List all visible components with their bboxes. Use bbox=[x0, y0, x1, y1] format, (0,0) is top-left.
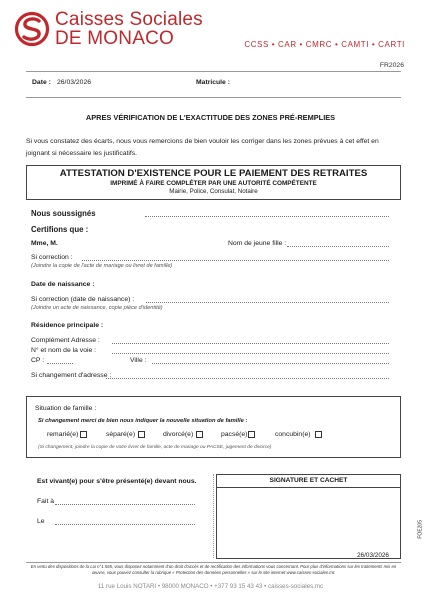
pacse-checkbox[interactable] bbox=[248, 431, 255, 438]
legal-notice: En vertu des dispositions de la Loi n°1.565, vous disposez notamment d'un droit d'accès et de rectification des informations vous concernant. Pour plus d'informations sur les traitements mis en œuvre, vous pouvez consulter la rubrique « Protection des données personnelles » sur le site internet www.caisses-sociales.mc bbox=[30, 564, 397, 575]
option-remarie-label: remarié(e) bbox=[47, 431, 79, 438]
correction-date-field[interactable] bbox=[146, 302, 389, 303]
correction-date-label: Si correction (date de naissance) : bbox=[31, 296, 135, 303]
num-voie-field[interactable] bbox=[112, 353, 389, 354]
verification-heading: APRES VÉRIFICATION DE L'EXACTITUDE DES ZONES PRÉ-REMPLIES bbox=[85, 113, 336, 122]
caisses-sociales-logo-icon bbox=[14, 11, 50, 47]
fait-a-field[interactable] bbox=[55, 504, 195, 505]
option-concubin-label: concubin(e) bbox=[275, 431, 311, 438]
nom-jeune-fille-field[interactable] bbox=[287, 246, 389, 247]
fait-a-label: Fait à bbox=[37, 498, 54, 505]
certifions-que-label: Certifions que : bbox=[31, 225, 89, 234]
correction-note: (Joindre la copie de l'acte de mariage ou livret de famille) bbox=[31, 263, 173, 269]
signature-separator bbox=[213, 474, 214, 558]
ville-label: Ville : bbox=[130, 357, 147, 364]
header-divider-top bbox=[26, 71, 401, 72]
option-pacse-label: pacsé(e) bbox=[221, 431, 248, 438]
situation-instruction: Si changement merci de bien nous indiquer la nouvelle situation de famille : bbox=[38, 418, 248, 424]
remarie-checkbox[interactable] bbox=[80, 431, 87, 438]
changement-adresse-field[interactable] bbox=[106, 378, 389, 379]
document-code: FOE205 bbox=[418, 520, 424, 539]
num-voie-label: N° et nom de la voie : bbox=[31, 347, 97, 354]
complement-label: Complément Adresse : bbox=[31, 337, 100, 344]
situation-label: Situation de famille : bbox=[35, 405, 97, 412]
changement-adresse-label: Si changement d'adresse : bbox=[31, 372, 112, 379]
le-label: Le bbox=[37, 518, 45, 525]
date-naissance-label: Date de naissance : bbox=[31, 281, 95, 288]
concubin-checkbox[interactable] bbox=[315, 431, 322, 438]
footer-date: 26/03/2026 bbox=[357, 552, 389, 559]
org-name-line2: DE MONACO bbox=[55, 28, 174, 49]
ville-field[interactable] bbox=[152, 363, 389, 364]
le-field[interactable] bbox=[55, 524, 195, 525]
si-correction-field[interactable] bbox=[82, 260, 389, 261]
signature-cachet-heading: SIGNATURE ET CACHET bbox=[216, 474, 401, 488]
nom-jeune-fille-label: Nom de jeune fille : bbox=[228, 240, 287, 247]
form-reference: FR2026 bbox=[379, 62, 404, 69]
header-divider-bottom bbox=[26, 97, 401, 98]
org-name-line1: Caisses Sociales bbox=[55, 9, 203, 30]
mme-m-label: Mme, M. bbox=[31, 240, 58, 247]
attestation-subtitle: IMPRIMÉ À FAIRE COMPLÉTER PAR UNE AUTORITÉ COMPÉTENTE bbox=[110, 180, 317, 187]
nous-soussignes-field[interactable] bbox=[145, 216, 389, 217]
attestation-authorities: Mairie, Police, Consulat, Notaire bbox=[169, 188, 258, 195]
footer-divider bbox=[26, 562, 401, 563]
date-value: 26/03/2026 bbox=[57, 79, 92, 86]
matricule-label: Matricule : bbox=[196, 79, 230, 86]
option-divorce-label: divorcé(e) bbox=[163, 431, 194, 438]
cp-field[interactable] bbox=[47, 363, 73, 364]
intro-text: Si vous constatez des écarts, nous vous remercions de bien vouloir les corriger dans les zones prévues à cet effet en joignant si nécessaire les justificatifs. bbox=[26, 138, 379, 157]
caisses-codes: CCSS • CAR • CMRC • CAMTI • CARTI bbox=[244, 40, 405, 49]
vivant-statement: Est vivant(e) pour s'être présenté(e) devant nous. bbox=[37, 478, 197, 485]
situation-note: (Si changement, joindre la copie de votre livret de famille, acte de mariage ou PACSE, jugement de divorce) bbox=[38, 445, 272, 450]
cp-label: CP : bbox=[31, 357, 45, 364]
attestation-title: ATTESTATION D'EXISTENCE POUR LE PAIEMENT DES RETRAITES bbox=[59, 168, 368, 179]
date-label: Date : bbox=[32, 79, 51, 86]
footer-address: 11 rue Louis NOTARI • 98000 MONACO • +377 93 15 43 43 • caisses-sociales.mc bbox=[97, 583, 324, 590]
residence-label: Résidence principale : bbox=[31, 322, 104, 329]
divorce-checkbox[interactable] bbox=[196, 431, 203, 438]
separe-checkbox[interactable] bbox=[138, 431, 145, 438]
nous-soussignes-label: Nous soussignés bbox=[31, 209, 96, 218]
correction-date-note: (Joindre un acte de naissance, copie pièce d'identité) bbox=[31, 305, 163, 311]
option-separe-label: séparé(e) bbox=[106, 431, 136, 438]
si-correction-label: Si correction : bbox=[31, 254, 73, 261]
complement-field[interactable] bbox=[112, 343, 389, 344]
